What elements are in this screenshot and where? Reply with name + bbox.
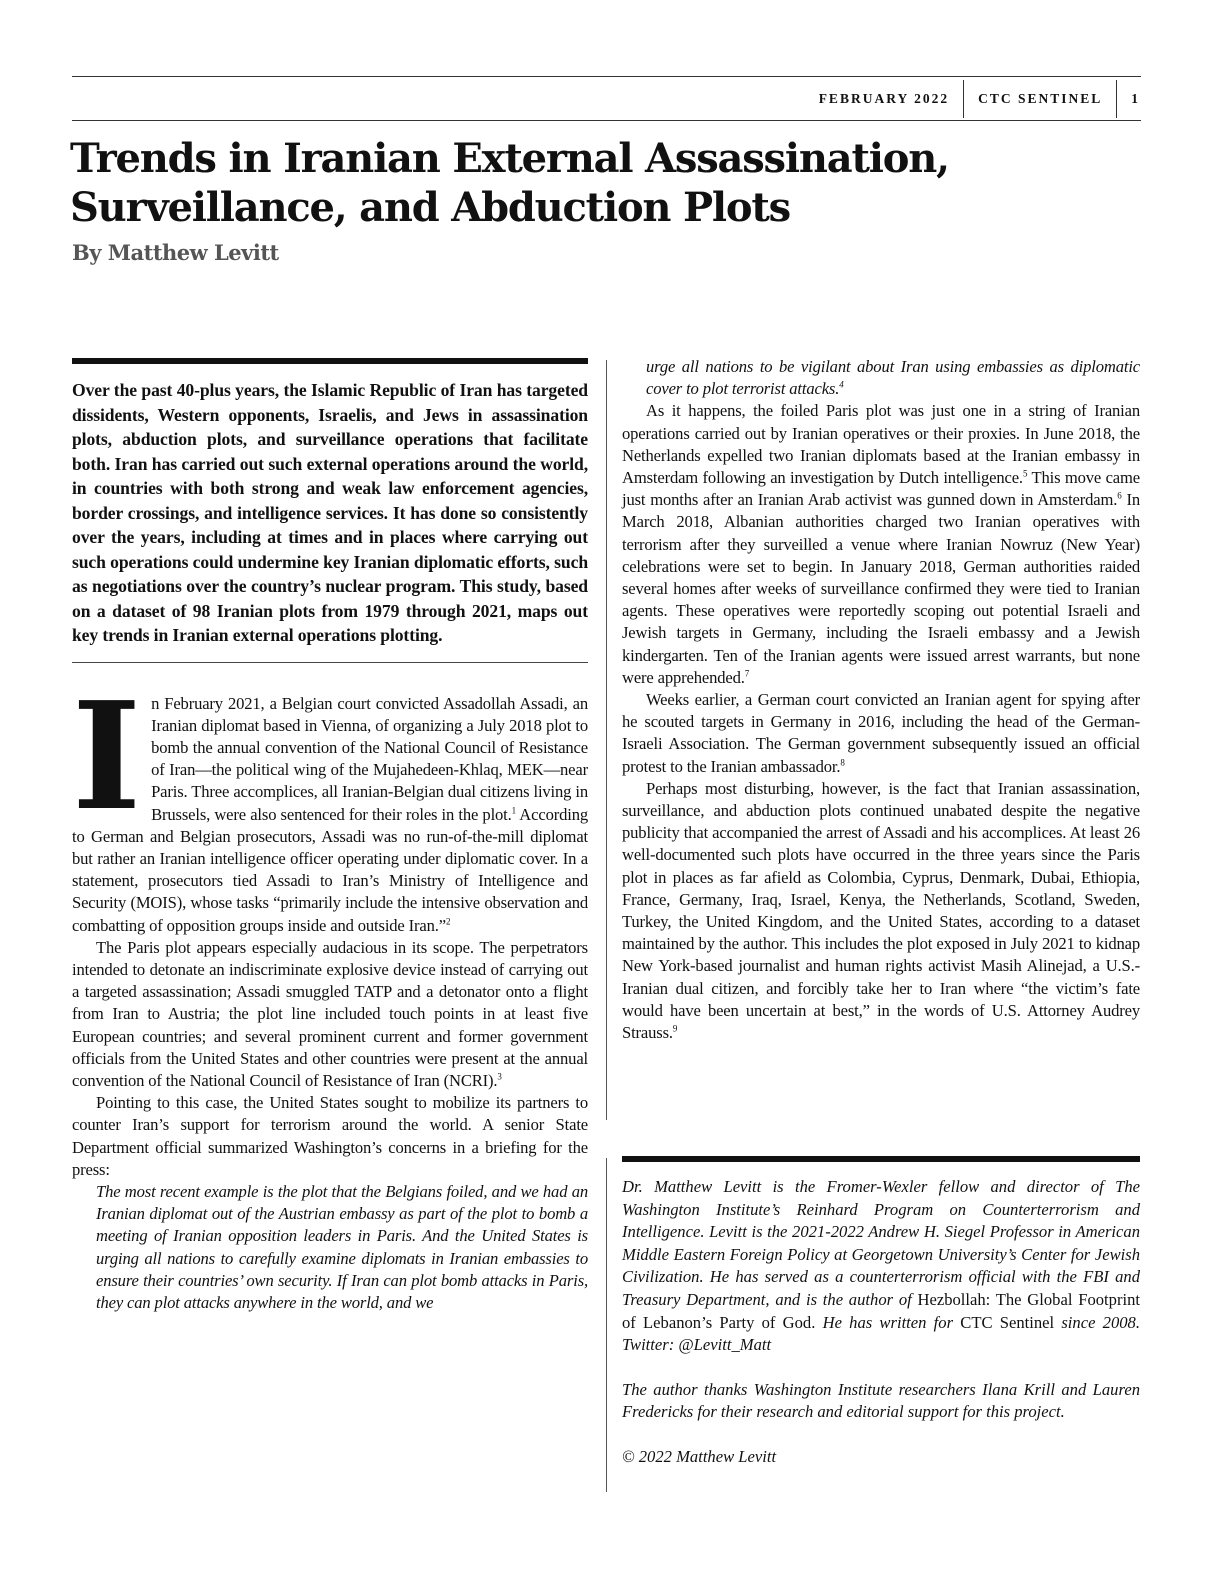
article-body-left	[72, 668, 588, 1315]
article-title	[70, 134, 1070, 232]
block-quote-continued: urge all nations to be vigilant about Iran using embassies as diplomatic cover to plot terrorist attacks.$^4$	[646, 357, 1140, 399]
right-column	[622, 356, 1140, 1044]
footnote-ref: 5	[1022, 468, 1028, 479]
bio-paragraph: Dr. Matthew Levitt is the Fromer-Wexler fellow and director of The Washington Institute’s Reinhard Program on Counterterrorism and Intelligence. Levitt is the 2021-2022 Andrew H. Siegel Professor in American Middle Eastern Foreign Policy at Georgetown University’s Center for Jewish Civilization. He has served as a counterterrorism official with the FBI and Treasury Department, and is the author of Hezbollah: The Global Footprint of Lebanon’s Party of God. He has written for CTC Sentinel since 2008. Twitter: @Levitt_Matt	[622, 1177, 1140, 1355]
abstract-bottom-rule	[72, 662, 588, 663]
column-divider	[606, 360, 607, 1120]
article-body-right	[622, 356, 1140, 1044]
header-separator	[963, 80, 964, 118]
paragraph-5: Weeks earlier, a German court convicted an Iranian agent for spying after he scouted targets in Germany in 2016, including the head of the German-Israeli Association. The German government subsequently issued an official protest to the Iranian ambassador.$^8$	[622, 690, 1140, 776]
footnote-ref: 3	[497, 1071, 502, 1082]
footnote-ref: 9	[672, 1023, 678, 1034]
header-bottom-rule	[72, 120, 1141, 121]
issue-date: FEBRUARY 2022	[818, 91, 950, 106]
spacer	[622, 1357, 1140, 1379]
paragraph-1: In February 2021, a Belgian court convicted Assadollah Assadi, an Iranian diplomat based in Vienna, of organizing a July 2018 plot to bomb the annual convention of the National Council of Resistance of Iran—the political wing of the Mujahedeen-Khlaq, MEK—near Paris. Three accomplices, all Iranian-Belgian dual citizens living in Brussels, were also sentenced for their roles in the plot.$^1$ According to German and Belgian prosecutors, Assadi was no run-of-the-mill diplomat but rather an Iranian intelligence officer operating under diplomatic cover. In a statement, prosecutors tied Assadi to Iran’s Ministry of Intelligence and Security (MOIS), whose tasks “primarily include the intensive observation and combatting of opposition groups inside and outside Iran.”$^2$	[72, 668, 588, 935]
author-bio	[622, 1176, 1140, 1469]
footnote-ref: 7	[744, 668, 750, 679]
paragraph-3: Pointing to this case, the United States sought to mobilize its partners to counter Iran’s support for terrorism around the world. A senior State Department official summarized Washington’s concerns in a briefing for the press:	[72, 1093, 588, 1179]
column-divider-bio	[606, 1158, 607, 1492]
drop-cap: I	[72, 668, 142, 843]
footnote-ref: 1	[511, 804, 516, 815]
header-top-rule	[72, 76, 1141, 77]
running-header	[819, 80, 1140, 118]
abstract: Over the past 40-plus years, the Islamic Republic of Iran has targeted dissidents, Western opponents, Israelis, and Jews in assassination plots, abduction plots, and surveillance operations that facilitate both. Iran has carried out such external operations around the world, in countries with both strong and weak law enforcement agencies, border crossings, and intelligence services. It has done so consistently over the years, including at times and in places where carrying out such operations could undermine key Iranian diplomatic efforts, such as negotiations over the country’s nuclear program. This study, based on a dataset of 98 Iranian plots from 1979 through 2021, maps out key trends in Iranian external operations plotting.	[72, 380, 588, 645]
footnote-ref: 6	[1117, 490, 1122, 501]
abstract-top-rule	[72, 358, 588, 364]
paragraph-2: The Paris plot appears especially audacious in its scope. The perpetrators intended to detonate an indiscriminate explosive device instead of carrying out a targeted assassination; Assadi smuggled TATP and a detonator onto a flight from Iran to Austria; the plot line included touch points in at least five European countries; and several prominent current and former government officials from the United States and other countries were present at the annual convention of the National Council of Resistance of Iran (NCRI).$^3$	[72, 937, 588, 1090]
copyright-notice: © 2022 Matthew Levitt	[622, 1446, 777, 1466]
page-number: 1	[1131, 91, 1140, 106]
paragraph-4: As it happens, the foiled Paris plot was just one in a string of Iranian operations carried out by Iranian operatives or their proxies. In June 2018, the Netherlands expelled two Iranian diplomats based at the Iranian embassy in Amsterdam following an investigation by Dutch intelligence.$^5$ This move came just months after an Iranian Arab activist was gunned down in Amsterdam.$^6$ In March 2018, Albanian authorities charged two Iranian operatives with terrorism after they surveilled a venue where Iranian Nowruz (New Year) celebrations were set to begin. In January 2018, German authorities raided several homes after weeks of surveillance confirmed they were tied to Iranian agents. These operatives were reportedly scoping out potential Israeli and Jewish targets in Germany, including the Israeli embassy and a Jewish kindergarten. Ten of the Iranian agents were issued arrest warrants, but none were apprehended.$^7$	[622, 401, 1140, 687]
author-bio-box	[622, 1156, 1140, 1469]
publication-ref: CTC Sentinel	[960, 1312, 1055, 1332]
title-line-1: Trends in Iranian External Assassination,	[70, 135, 949, 182]
book-title: Hezbollah: The Global Footprint of Lebanon’s Party of God.	[622, 1289, 1140, 1332]
block-quote: The most recent example is the plot that the Belgians foiled, and we had an Iranian diplomat out of the Austrian embassy as part of the plot to bomb a meeting of Iranian opposition leaders in Paris. And the United States is urging all nations to carefully examine diplomats in Iranian embassies to ensure their countries’ own security. If Iran can plot bomb attacks in Paris, they can plot attacks anywhere in the world, and we	[96, 1181, 588, 1312]
footnote-ref: 2	[445, 916, 451, 926]
bio-top-rule	[622, 1156, 1140, 1162]
left-column	[72, 358, 588, 1314]
paragraph-6: Perhaps most disturbing, however, is the fact that Iranian assassination, surveillance, and abduction plots continued unabated despite the negative publicity that accompanied the arrest of Assadi and his accomplices. At least 26 well-documented such plots have occurred in the three years since the Paris plot in places as far afield as Colombia, Cyprus, Denmark, Dubai, Ethiopia, France, Germany, Iraq, Israel, Kenya, the Netherlands, Scotland, Sweden, Turkey, the United Kingdom, and the United States, according to a dataset maintained by the author. This includes the plot exposed in July 2021 to kidnap New York-based journalist and human rights activist Masih Alinejad, a U.S.-Iranian dual citizen, and forcibly take her to Iran where “the victim’s fate would have been uncertain at best,” in the words of U.S. Attorney Audrey Strauss.$^9$	[622, 778, 1140, 1043]
header-separator	[1116, 80, 1117, 118]
spacer	[622, 1424, 1140, 1446]
footnote-ref: 8	[840, 757, 845, 768]
publication-name: CTC SENTINEL	[978, 91, 1103, 106]
title-line-2: Surveillance, and Abduction Plots	[70, 184, 790, 231]
footnote-ref: 4	[839, 379, 844, 390]
acknowledgements: The author thanks Washington Institute researchers Ilana Krill and Lauren Fredericks for their research and editorial support for this project.	[622, 1379, 1140, 1422]
byline: By Matthew Levitt	[72, 240, 279, 265]
